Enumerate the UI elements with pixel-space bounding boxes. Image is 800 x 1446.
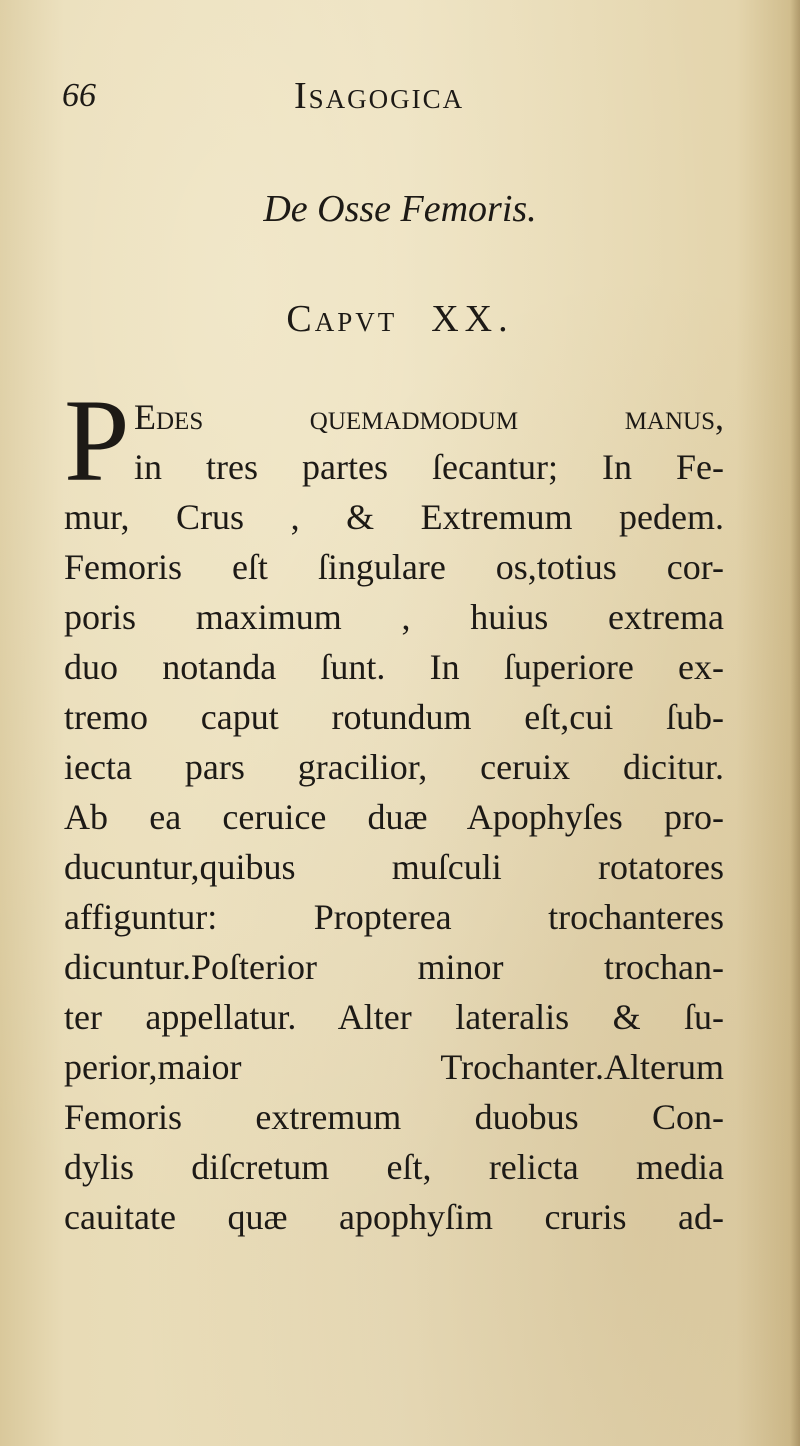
chapter-number: XX.: [431, 298, 514, 340]
body-text: [64, 375, 724, 1242]
text-line: in tres partes ſecantur; In Fe-: [134, 447, 724, 487]
text-line: tremo caput rotundum eſt,cui ſub-: [64, 697, 724, 737]
text-line: ter appellatur. Alter lateralis & ſu-: [64, 997, 724, 1037]
text-line: affiguntur: Propterea trochanteres: [64, 897, 724, 937]
page-header: [62, 74, 702, 118]
text-line: dylis diſcretum eſt, relicta media: [64, 1147, 724, 1187]
text-line: iecta pars gracilior, ceruix dicitur.: [64, 747, 724, 787]
text-line: Femoris eſt ſingulare os,totius cor-: [64, 547, 724, 587]
text-line: Ab ea ceruice duæ Apophyſes pro-: [64, 797, 724, 837]
drop-cap: P: [64, 375, 130, 506]
text-line: duo notanda ſunt. In ſuperiore ex-: [64, 647, 724, 687]
text-line: poris maximum , huius extrema: [64, 597, 724, 637]
text-line: cauitate quæ apophyſim cruris ad-: [64, 1197, 724, 1237]
text-line: dicuntur.Poſterior minor trochan-: [64, 947, 724, 987]
chapter-heading: [0, 296, 800, 342]
text-line: ducuntur,quibus muſculi rotatores: [64, 847, 724, 887]
text-line: Femoris extremum duobus Con-: [64, 1097, 724, 1137]
chapter-label: Capvt: [286, 298, 398, 340]
text-line: Edes quemadmodum manus,: [134, 397, 724, 437]
running-head: Isagogica: [294, 75, 465, 117]
section-title: De Osse Femoris.: [263, 188, 537, 230]
text-line: perior,maior Trochanter.Alterum: [64, 1047, 724, 1087]
text-line: mur, Crus , & Extremum pedem.: [64, 497, 724, 537]
page-number: 66: [62, 77, 96, 114]
